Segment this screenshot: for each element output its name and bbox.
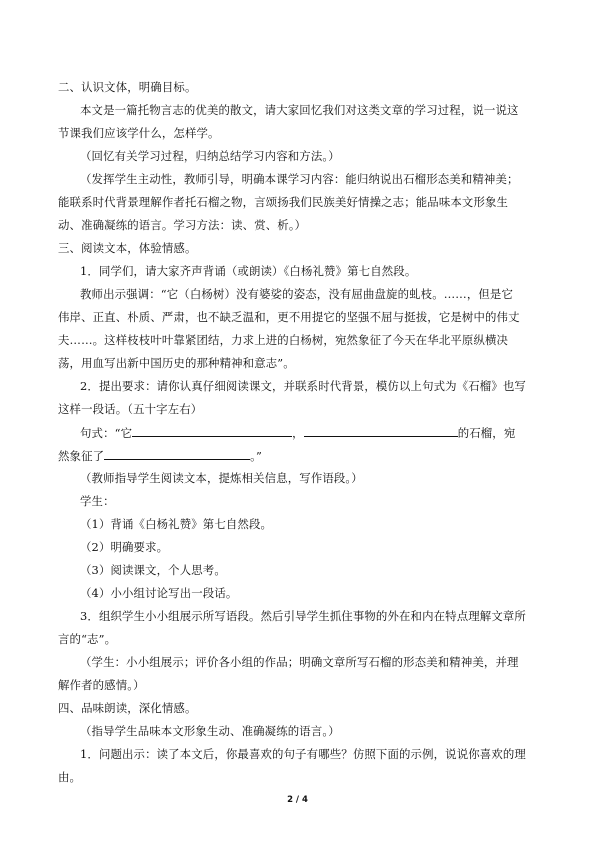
list-item: （3）阅读课文，个人思考。 (80, 563, 226, 577)
paragraph-line: （发挥学生主动性，教师引导，明确本课学习内容：能归纳说出石榴形态美和精神美； (80, 172, 519, 186)
list-item: （4）小小组讨论写出一段话。 (80, 586, 238, 600)
paragraph-line: 伟岸、正直、朴质、严肃，也不缺乏温和，更不用提它的坚强不屈与挺拔，它是树中的伟丈 (58, 310, 520, 324)
paragraph-line: 节课我们应该学什么，怎样学。 (58, 126, 220, 140)
sentence-pattern-line (58, 448, 540, 463)
paragraph-line: 3．组织学生小小组展示所写语段。然后引导学生抓住事物的外在和内在特点理解文章所 (80, 609, 526, 623)
pattern-suffix: 。” (250, 449, 262, 463)
paragraph-line: 这样一段话。（五十字左右） (58, 402, 203, 416)
paragraph-line: 2．提出要求：请你认真仔细阅读课文，并联系时代背景，模仿以上句式为《石榴》也写 (80, 379, 526, 393)
paragraph-line: 动、准确凝练的语言。学习方法：读、赏、析。） (58, 218, 307, 232)
fill-blank-2[interactable] (304, 425, 458, 437)
pattern-prefix: 然象征了 (58, 449, 105, 463)
paragraph-line: 荡，用血写出新中国历史的那种精神和意志”。 (58, 356, 295, 370)
paragraph-line: （学生：小小组展示；评价各小组的作品；明确文章所写石榴的形态美和精神美，并理 (80, 655, 519, 669)
pattern-comma: ， (292, 426, 304, 440)
paragraph-line: 学生： (80, 494, 115, 508)
page-number: 2 / 4 (287, 795, 308, 805)
section-heading-4: 四、品味朗读，深化情感。 (58, 701, 197, 715)
paragraph-line: 1．同学们，请大家齐声背诵（或朗读）《白杨礼赞》第七自然段。 (80, 264, 417, 278)
fill-blank-1[interactable] (132, 425, 292, 437)
paragraph-line: 能联系时代背景理解作者托石榴之物，言颂扬我们民族美好情操之志；能品味本文形象生 (58, 195, 509, 209)
section-heading-3: 三、阅读文本，体验情感。 (58, 241, 197, 255)
fill-blank-3[interactable] (104, 448, 250, 460)
section-heading-2: 二、认识文体，明确目标。 (58, 80, 197, 94)
paragraph-line: 夫……。这样枝枝叶叶靠紧团结，力求上进的白杨树，宛然象征了今天在华北平原纵横决 (58, 333, 509, 347)
pattern-prefix: 句式：“它 (80, 426, 133, 440)
paragraph-line: 由。 (58, 770, 82, 784)
paragraph-line: 教师出示强调：“它（白杨树）没有婆娑的姿态，没有屈曲盘旋的虬枝。……，但是它 (80, 287, 513, 301)
paragraph-line: （教师指导学生阅读文本，提炼相关信息，写作语段。） (80, 471, 363, 485)
pattern-suffix: 的石榴，宛 (457, 426, 516, 440)
paragraph-line: （指导学生品味本文形象生动、准确凝练的语言。） (80, 724, 340, 738)
paragraph-line: 本文是一篇托物言志的优美的散文，请大家回忆我们对这类文章的学习过程，说一说这 (80, 103, 519, 117)
list-item: （2）明确要求。 (80, 540, 169, 554)
list-item: （1）背诵《白杨礼赞》第七自然段。 (80, 517, 273, 531)
paragraph-line: 解作者的感情。） (58, 678, 145, 692)
sentence-pattern-line (80, 425, 540, 440)
paragraph-line: （回忆有关学习过程，归纳总结学习内容和方法。） (80, 149, 340, 163)
paragraph-line: 言的“志”。 (58, 632, 117, 646)
paragraph-line: 1．问题出示：读了本文后，你最喜欢的句子有哪些？仿照下面的示例，说说你喜欢的理 (80, 747, 526, 761)
